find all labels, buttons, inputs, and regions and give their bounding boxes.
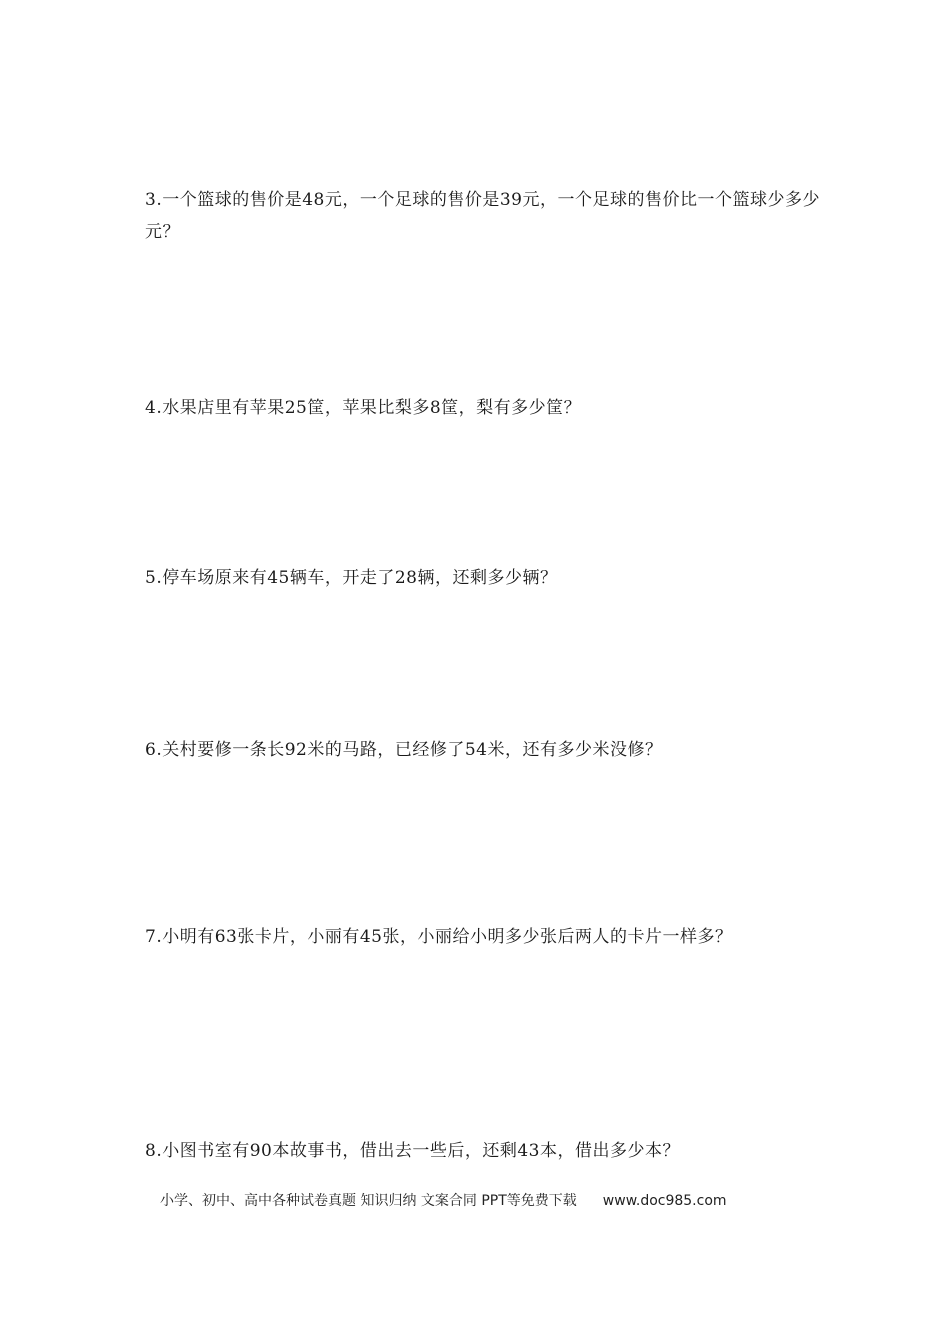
page-footer [160, 1189, 840, 1213]
question-6: 6.关村要修一条长92米的马路，已经修了54米，还有多少米没修？ [145, 740, 663, 760]
question-7: 7.小明有63张卡片，小丽有45张，小丽给小明多少张后两人的卡片一样多？ [145, 927, 733, 947]
footer-tagline: 小学、初中、高中各种试卷真题 知识归纳 文案合同 PPT等免费下载 [160, 1193, 577, 1209]
footer-website: www.doc985.com [602, 1193, 727, 1209]
question-8: 8.小图书室有90本故事书，借出去一些后，还剩43本，借出多少本？ [145, 1141, 680, 1161]
question-3: 3.一个篮球的售价是48元，一个足球的售价是39元，一个足球的售价比一个篮球少多少元？ [145, 190, 820, 242]
question-4: 4.水果店里有苹果25筐，苹果比梨多8筐，梨有多少筐？ [145, 398, 582, 418]
question-5: 5.停车场原来有45辆车，开走了28辆，还剩多少辆？ [145, 568, 558, 588]
